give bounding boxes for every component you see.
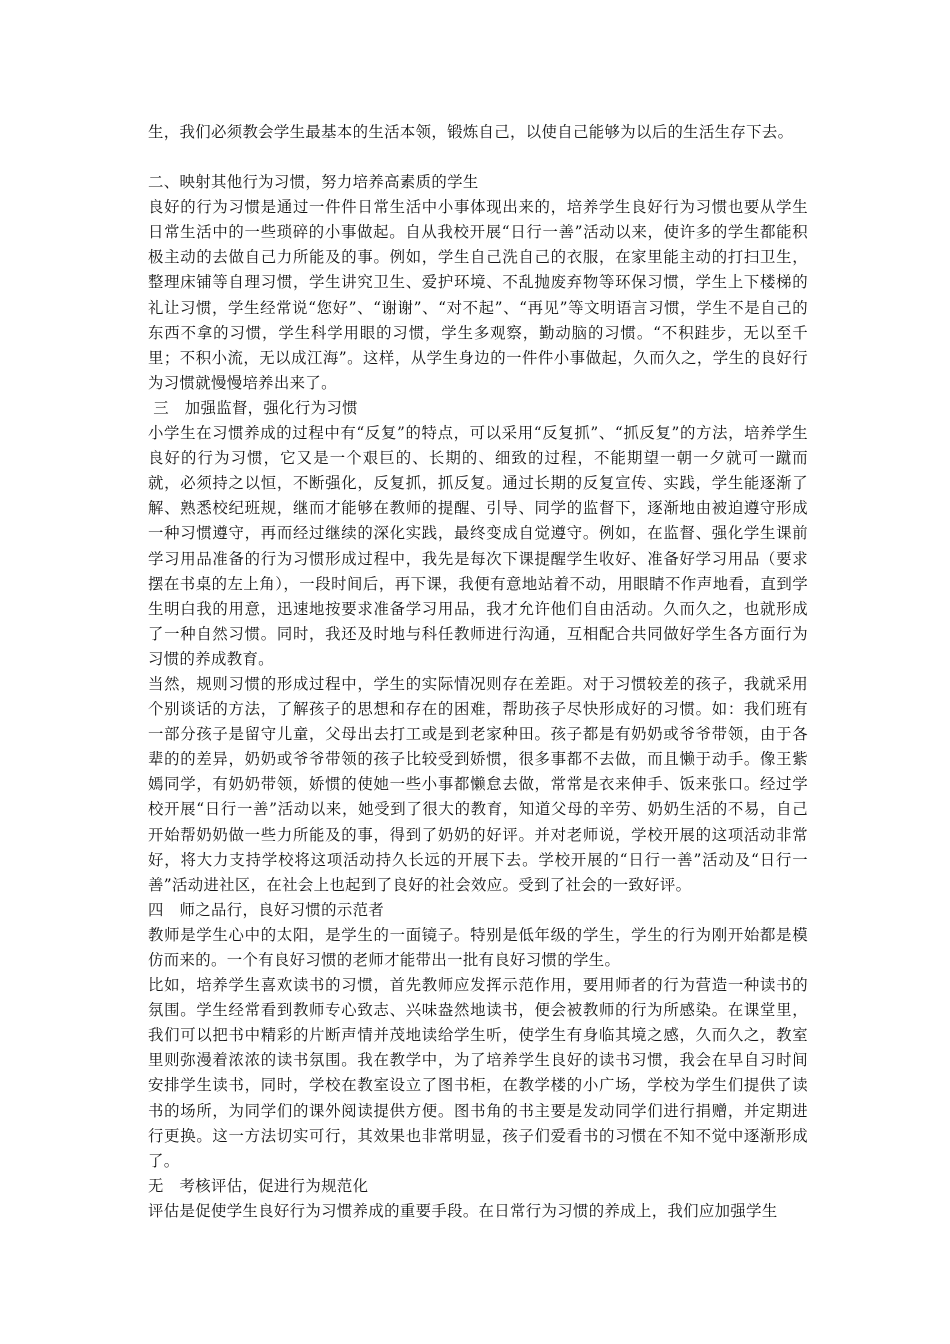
paragraph: 教师是学生心中的太阳，是学生的一面镜子。特别是低年级的学生，学生的行为刚开始都是模仿而来的。一个有良好习惯的老师才能带出一批有良好习惯的学生。: [148, 925, 808, 969]
paragraph: 评估是促使学生良好行为习惯养成的重要手段。在日常行为习惯的养成上，我们应加强学生: [148, 1201, 778, 1220]
paragraph: 比如，培养学生喜欢读书的习惯，首先教师应发挥示范作用，要用师者的行为营造一种读书的氛围。学生经常看到教师专心致志、兴味盎然地读书，便会被教师的行为所感染。在课堂里，我们可以把书中精彩的片断声情并茂地读给学生听，使学生有身临其境之感，久而久之，教室里则弥漫着浓浓的读书氛围。我在教学中，为了培养学生良好的读书习惯，我会在早自习时间安排学生读书，同时，学校在教室设立了图书柜，在教学楼的小广场，学校为学生们提供了读书的场所，为同学们的课外阅读提供方便。图书角的书主要是发动同学们进行捐赠，并定期进行更换。这一方法切实可行，其效果也非常明显，孩子们爱看书的习惯在不知不觉中逐渐形成了。: [148, 976, 808, 1170]
document-page: [148, 120, 808, 1224]
paragraph: 良好的行为习惯是通过一件件日常生活中小事体现出来的，培养学生良好行为习惯也要从学生日常生活中的一些琐碎的小事做起。自从我校开展“日行一善”活动以来，使许多的学生都能积极主动的去做自己力所能及的事。例如，学生自己洗自己的衣服，在家里能主动的打扫卫生，整理床铺等自理习惯，学生讲究卫生、爱护环境、不乱抛废弃物等环保习惯，学生上下楼梯的礼让习惯，学生经常说“您好”、“谢谢”、“对不起”、“再见”等文明语言习惯，学生不是自己的东西不拿的习惯，学生科学用眼的习惯，学生多观察，勤动脑的习惯。“不积跬步，无以至千里；不积小流，无以成江海”。这样，从学生身边的一件件小事做起，久而久之，学生的良好行为习惯就慢慢培养出来了。: [148, 198, 808, 392]
paragraph-continuation: 生，我们必须教会学生最基本的生活本领，锻炼自己，以使自己能够为以后的生活生存下去。: [148, 123, 794, 141]
section-heading-3: 三 加强监督，强化行为习惯: [148, 398, 358, 417]
paragraph: 当然，规则习惯的形成过程中，学生的实际情况则存在差距。对于习惯较差的孩子，我就采用个别谈话的方法，了解孩子的思想和存在的困难，帮助孩子尽快形成好的习惯。如：我们班有一部分孩子是留守儿童，父母出去打工或是到老家种田。孩子都是有奶奶或爷爷带领，由于各辈的的差异，奶奶或爷爷带领的孩子比较受到娇惯，很多事都不去做，而且懒于动手。像王紫嫣同学，有奶奶带领，娇惯的使她一些小事都懒怠去做，常常是衣来伸手、饭来张口。经过学校开展“日行一善”活动以来，她受到了很大的教育，知道父母的辛劳、奶奶生活的不易，自己开始帮奶奶做一些力所能及的事，得到了奶奶的好评。并对老师说，学校开展的这项活动非常好，将大力支持学校将这项活动持久长远的开展下去。学校开展的“日行一善”活动及“日行一善”活动进社区，在社会上也起到了良好的社会效应。受到了社会的一致好评。: [148, 674, 808, 894]
paragraph: 小学生在习惯养成的过程中有“反复”的特点，可以采用“反复抓”、“抓反复”的方法，培养学生良好的行为习惯，它又是一个艰巨的、长期的、细致的过程，不能期望一朝一夕就可一蹴而就，必须持之以恒，不断强化，反复抓，抓反复。通过长期的反复宣传、实践，学生能逐渐了解、熟悉校纪班规，继而才能够在教师的提醒、引导、同学的监督下，逐渐地由被迫遵守形成一种习惯遵守，再而经过继续的深化实践，最终变成自觉遵守。例如，在监督、强化学生课前学习用品准备的行为习惯形成过程中，我先是每次下课提醒学生收好、准备好学习用品（要求摆在书桌的左上角），一段时间后，再下课，我便有意地站着不动，用眼睛不作声地看，直到学生明白我的用意，迅速地按要求准备学习用品，我才允许他们自由活动。久而久之，也就形成了一种自然习惯。同时，我还及时地与科任教师进行沟通，互相配合共同做好学生各方面行为习惯的养成教育。: [148, 424, 808, 668]
section-heading-4: 四 师之品行，良好习惯的示范者: [148, 900, 385, 919]
blank-line: [148, 145, 808, 170]
section-heading-2: 二、映射其他行为习惯，努力培养高素质的学生: [148, 173, 479, 192]
section-heading-5: 无 考核评估，促进行为规范化: [148, 1176, 369, 1195]
